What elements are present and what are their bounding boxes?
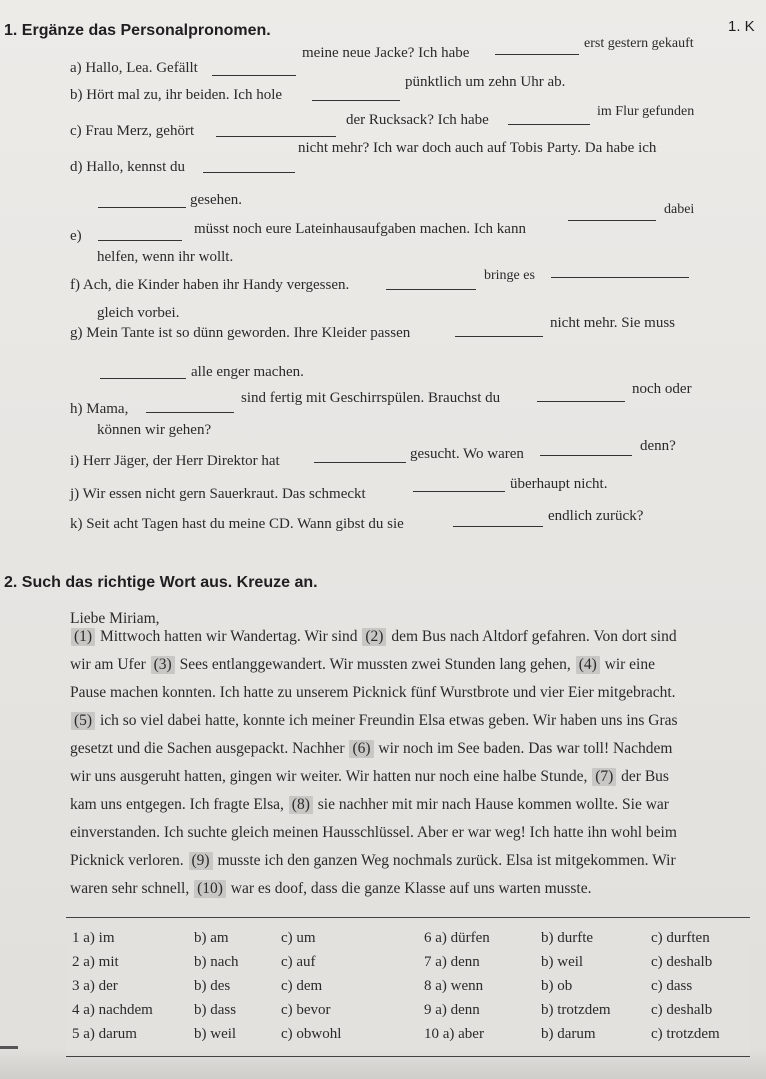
letter-line: waren sehr schnell, (10) war es doof, dass die ganze Klasse auf uns warten musste. xyxy=(70,880,592,897)
item-c-part1: c) Frau Merz, gehört xyxy=(70,123,195,139)
blank-j1[interactable] xyxy=(413,491,505,492)
option-cell[interactable]: 9 a) denn xyxy=(424,1002,480,1018)
item-h-part3: noch oder xyxy=(632,381,692,397)
blank-d1[interactable] xyxy=(203,172,295,173)
blank-b1[interactable] xyxy=(312,100,400,101)
letter-line: wir am Ufer (3) Sees entlanggewandert. Wir mussten zwei Stunden lang gehen, (4) wir eine xyxy=(70,656,655,673)
blank-h2[interactable] xyxy=(537,401,625,402)
blank-e2[interactable] xyxy=(568,220,656,221)
item-k-part1: k) Seit acht Tagen hast du meine CD. Wann gibst du sie xyxy=(70,516,404,532)
gap-number: (1) xyxy=(71,628,95,646)
option-cell[interactable]: c) deshalb xyxy=(651,1002,713,1018)
blank-f1[interactable] xyxy=(386,289,476,290)
letter-line: Pause machen konnten. Ich hatte zu unserem Picknick fünf Wurstbrote und vier Eier mitgebracht. xyxy=(70,684,676,701)
option-cell[interactable]: b) nach xyxy=(194,954,239,970)
option-cell[interactable]: c) obwohl xyxy=(281,1026,342,1042)
item-b-part1: b) Hört mal zu, ihr beiden. Ich hole xyxy=(70,87,283,103)
option-cell[interactable]: 3 a) der xyxy=(72,978,118,994)
option-cell[interactable]: 5 a) darum xyxy=(72,1026,137,1042)
blank-d2[interactable] xyxy=(98,207,186,208)
item-h-part2: sind fertig mit Geschirrspülen. Brauchst du xyxy=(241,390,501,406)
option-cell[interactable]: c) trotzdem xyxy=(651,1026,720,1042)
item-a-part2: meine neue Jacke? Ich habe xyxy=(302,45,470,61)
item-j-part1: j) Wir essen nicht gern Sauerkraut. Das schmeckt xyxy=(70,486,366,502)
letter-line: einverstanden. Ich suchte gleich meinen Hausschlüssel. Aber er war weg! Ich hatte ihn wohl beim xyxy=(70,824,677,841)
option-cell[interactable]: b) des xyxy=(194,978,231,994)
item-j-part2: überhaupt nicht. xyxy=(510,476,608,492)
gap-number: (2) xyxy=(362,628,386,646)
item-k-part2: endlich zurück? xyxy=(548,508,644,524)
item-f-part2: bringe es xyxy=(484,268,535,283)
blank-f2[interactable] xyxy=(551,277,689,278)
blank-h1[interactable] xyxy=(146,412,234,413)
option-cell[interactable]: b) durfte xyxy=(541,930,594,946)
item-e-part2: müsst noch eure Lateinhausaufgaben machen. Ich kann xyxy=(194,221,526,237)
option-cell[interactable]: b) weil xyxy=(541,954,584,970)
option-cell[interactable]: 7 a) denn xyxy=(424,954,480,970)
letter-line: gesetzt und die Sachen ausgepackt. Nachher (6) wir noch im See baden. Das war toll! Nachdem xyxy=(70,740,673,757)
gap-number: (4) xyxy=(576,656,600,674)
option-cell[interactable]: b) darum xyxy=(541,1026,596,1042)
letter-line: Picknick verloren. (9) musste ich den ganzen Weg nochmals zurück. Elsa ist mitgekommen. Wir xyxy=(70,852,676,869)
item-g-part3: alle enger machen. xyxy=(191,364,304,380)
gap-number: (6) xyxy=(349,740,373,758)
item-d-part2: nicht mehr? Ich war doch auch auf Tobis Party. Da habe ich xyxy=(298,140,657,156)
letter-line: kam uns entgegen. Ich fragte Elsa, (8) sie nachher mit mir nach Hause kommen wollte. Sie war xyxy=(70,796,669,813)
option-cell[interactable]: 10 a) aber xyxy=(424,1026,484,1042)
item-i-part3: denn? xyxy=(640,438,676,454)
option-cell[interactable]: 8 a) wenn xyxy=(424,978,484,994)
item-b-part2: pünktlich um zehn Uhr ab. xyxy=(405,74,566,90)
option-cell[interactable]: b) weil xyxy=(194,1026,237,1042)
option-cell[interactable]: b) ob xyxy=(541,978,573,994)
item-a-part3: erst gestern gekauft xyxy=(584,36,694,51)
letter-line: (1) Mittwoch hatten wir Wandertag. Wir sind (2) dem Bus nach Altdorf gefahren. Von dort sind xyxy=(70,628,677,646)
option-cell[interactable]: 4 a) nachdem xyxy=(72,1002,153,1018)
option-cell[interactable]: 1 a) im xyxy=(72,930,115,946)
option-cell[interactable]: c) dass xyxy=(651,978,693,994)
blank-c2[interactable] xyxy=(508,124,590,125)
next-column-number: 1. K xyxy=(728,18,755,35)
letter-greeting: Liebe Miriam, xyxy=(70,610,160,627)
exercise-2-title: 2. Such das richtige Wort aus. Kreuze an. xyxy=(4,574,318,591)
item-c-part3: im Flur gefunden xyxy=(597,104,695,119)
gap-number: (5) xyxy=(71,712,95,730)
item-g-part1: g) Mein Tante ist so dünn geworden. Ihre Kleider passen xyxy=(70,325,411,341)
blank-c1[interactable] xyxy=(216,136,336,137)
blank-i1[interactable] xyxy=(314,462,406,463)
options-table xyxy=(66,917,750,1057)
gap-number: (10) xyxy=(194,880,226,898)
item-e-part4: helfen, wenn ihr wollt. xyxy=(97,249,234,265)
item-f-part1: f) Ach, die Kinder haben ihr Handy vergessen. xyxy=(70,277,350,293)
option-cell[interactable]: b) am xyxy=(194,930,229,946)
item-h-part1: h) Mama, xyxy=(70,401,129,417)
exercise-1-title: 1. Ergänze das Personalpronomen. xyxy=(4,22,271,39)
option-cell[interactable]: b) trotzdem xyxy=(541,1002,611,1018)
option-cell[interactable]: c) durften xyxy=(651,930,710,946)
blank-i2[interactable] xyxy=(540,455,632,456)
option-cell[interactable]: c) bevor xyxy=(281,1002,331,1018)
letter-line: (5) ich so viel dabei hatte, konnte ich meiner Freundin Elsa etwas geben. Wir haben uns ins Gras xyxy=(70,712,678,730)
blank-g2[interactable] xyxy=(100,378,186,379)
gap-number: (8) xyxy=(289,796,313,814)
option-cell[interactable]: 2 a) mit xyxy=(72,954,119,970)
blank-k1[interactable] xyxy=(453,526,543,527)
gap-number: (7) xyxy=(592,768,616,786)
item-g-part2: nicht mehr. Sie muss xyxy=(550,315,675,331)
blank-g1[interactable] xyxy=(455,336,543,337)
gap-number: (9) xyxy=(189,852,213,870)
option-cell[interactable]: 6 a) dürfen xyxy=(424,930,490,946)
blank-a1[interactable] xyxy=(212,75,296,76)
item-e-part1: e) xyxy=(70,228,82,244)
letter-body xyxy=(70,628,740,908)
page-shadow xyxy=(0,1049,766,1079)
item-f-part3: gleich vorbei. xyxy=(97,305,180,321)
blank-e1[interactable] xyxy=(98,240,182,241)
gap-number: (3) xyxy=(151,656,175,674)
item-i-part1: i) Herr Jäger, der Herr Direktor hat xyxy=(70,453,280,469)
option-cell[interactable]: c) um xyxy=(281,930,316,946)
item-a-part1: a) Hallo, Lea. Gefällt xyxy=(70,60,198,76)
option-cell[interactable]: c) dem xyxy=(281,978,323,994)
blank-a2[interactable] xyxy=(495,54,579,55)
option-cell[interactable]: c) deshalb xyxy=(651,954,713,970)
option-cell[interactable]: c) auf xyxy=(281,954,316,970)
letter-line: wir uns ausgeruht hatten, gingen wir weiter. Wir hatten nur noch eine halbe Stunde, (7) der Bus xyxy=(70,768,669,785)
item-c-part2: der Rucksack? Ich habe xyxy=(346,112,489,128)
item-h-part4: können wir gehen? xyxy=(97,422,212,438)
item-i-part2: gesucht. Wo waren xyxy=(410,446,524,462)
item-e-part3: dabei xyxy=(664,202,695,217)
item-d-part1: d) Hallo, kennst du xyxy=(70,159,185,175)
item-d-part3: gesehen. xyxy=(190,192,243,208)
option-cell[interactable]: b) dass xyxy=(194,1002,237,1018)
